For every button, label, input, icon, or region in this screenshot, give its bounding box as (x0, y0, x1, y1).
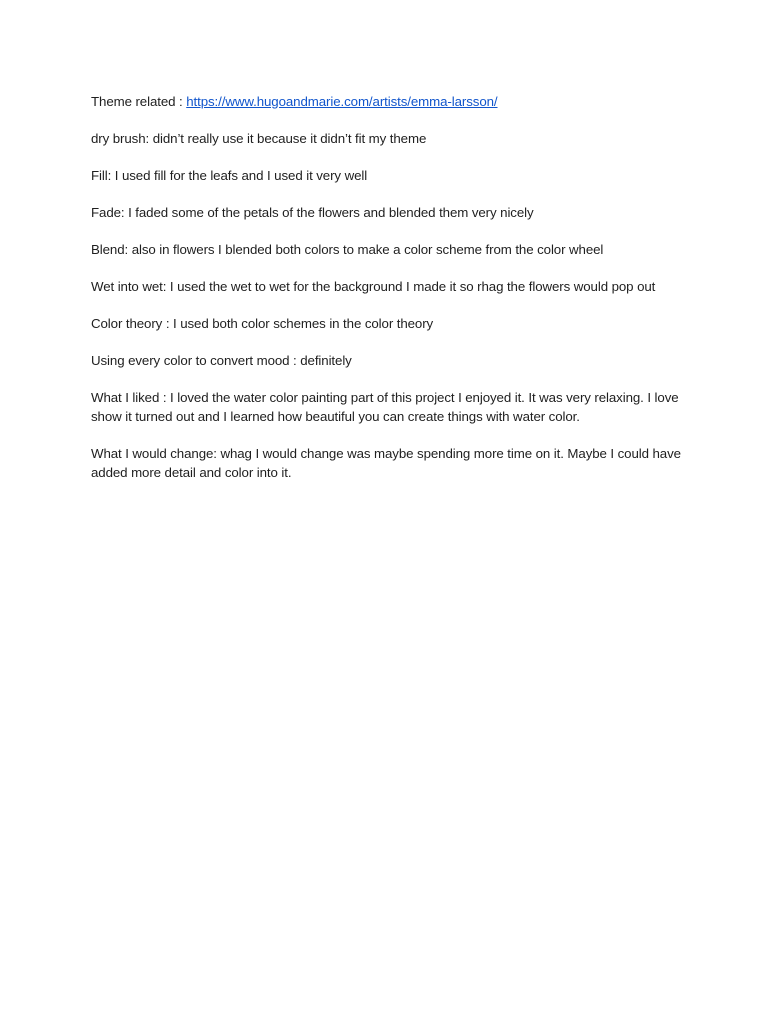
theme-paragraph (91, 92, 701, 111)
paragraph-color-theory: Color theory : I used both color schemes in the color theory (91, 316, 434, 331)
document-page (91, 92, 701, 500)
paragraph-wet-into-wet: Wet into wet: I used the wet to wet for the background I made it so rhag the flowers would pop out (91, 279, 656, 294)
theme-label: Theme related : (91, 94, 187, 109)
theme-link[interactable]: https://www.hugoandmarie.com/artists/emma-larsson/ (186, 94, 498, 109)
paragraph-dry-brush: dry brush: didn’t really use it because it didn’t fit my theme (91, 131, 427, 146)
paragraph-what-i-would-change: What I would change: whag I would change was maybe spending more time on it. Maybe I could have added more detail and color into it. (91, 446, 681, 480)
paragraph-what-i-liked: What I liked : I loved the water color painting part of this project I enjoyed it. It was very relaxing. I love show it turned out and I learned how beautiful you can create things with water color. (91, 390, 679, 424)
paragraph-fade: Fade: I faded some of the petals of the flowers and blended them very nicely (91, 205, 534, 220)
paragraph-fill: Fill: I used fill for the leafs and I used it very well (91, 168, 368, 183)
paragraph-mood: Using every color to convert mood : definitely (91, 353, 352, 368)
paragraph-blend: Blend: also in flowers I blended both colors to make a color scheme from the color wheel (91, 242, 604, 257)
